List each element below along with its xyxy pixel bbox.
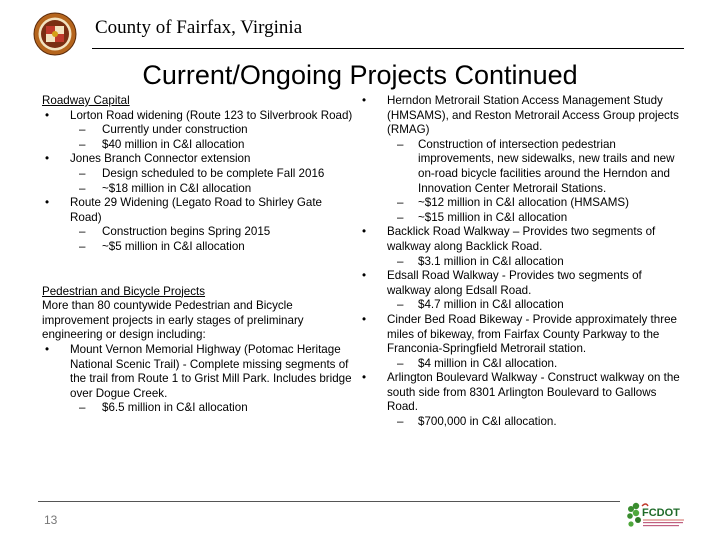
footer-divider [38,501,620,502]
list-item: • Jones Branch Connector extension [42,152,354,167]
fcdot-logo-text: FCDOT [642,507,680,519]
right-column [360,94,680,430]
sub-item: – Construction of intersection pedestrian improvements, new sidewalks, new trails and new on-road bicycle facilities around the Herndon and Innovation Center Metrorail Stations. [360,138,680,196]
list-item: • Backlick Road Walkway – Provides two segments of walkway along Backlick Road. [360,225,680,254]
sub-item: – $4.7 million in C&I allocation [360,298,680,313]
header-divider [92,48,684,49]
sub-item: – $4 million in C&I allocation. [360,357,680,372]
sub-item: – $3.1 million in C&I allocation [360,255,680,270]
sub-item: – $700,000 in C&I allocation. [360,415,680,430]
fcdot-logo-icon [622,496,686,534]
slide-title: Current/Ongoing Projects Continued [142,60,578,90]
roadway-heading: Roadway Capital [42,94,130,107]
sub-item: – $40 million in C&I allocation [42,138,354,153]
sub-item: – Design scheduled to be complete Fall 2016 [42,167,354,182]
list-item: • Route 29 Widening (Legato Road to Shirley Gate Road) [42,196,354,225]
list-item: • Cinder Bed Road Bikeway - Provide approximately three miles of bikeway, from Fairfax County Parkway to the Franconia-Springfield Metrorail station. [360,313,680,357]
ped-bike-heading: Pedestrian and Bicycle Projects [42,284,206,298]
list-item: • Herndon Metrorail Station Access Management Study (HMSAMS), and Reston Metrorail Access Group projects (RMAG) [360,94,680,138]
list-item: • Edsall Road Walkway - Provides two segments of walkway along Edsall Road. [360,269,680,298]
sub-item: – Construction begins Spring 2015 [42,225,354,240]
list-item: • Arlington Boulevard Walkway - Construct walkway on the south side from 8301 Arlington Boulevard to Gallows Road. [360,371,680,415]
sub-item: – Currently under construction [42,123,354,138]
sub-item: – ~$18 million in C&I allocation [42,182,354,197]
page-number: 13 [44,513,58,527]
list-item: • Mount Vernon Memorial Highway (Potomac Heritage National Scenic Trail) - Complete missing segments of the trail from Route 1 to Grist Mill Park. Includes bridge over Dogue Creek. [42,343,354,401]
sub-item: – ~$12 million in C&I allocation (HMSAMS) [360,196,680,211]
list-item: • Lorton Road widening (Route 123 to Silverbrook Road) [42,109,354,124]
ped-bike-intro: More than 80 countywide Pedestrian and Bicycle improvement projects in early stages of preliminary engineering or design including: [42,299,304,342]
county-name: County of Fairfax, Virginia [95,17,303,38]
sub-item: – $6.5 million in C&I allocation [42,401,354,416]
county-seal-icon [33,12,77,56]
sub-item: – ~$15 million in C&I allocation [360,211,680,226]
sub-item: – ~$5 million in C&I allocation [42,240,354,255]
left-column [42,94,354,416]
